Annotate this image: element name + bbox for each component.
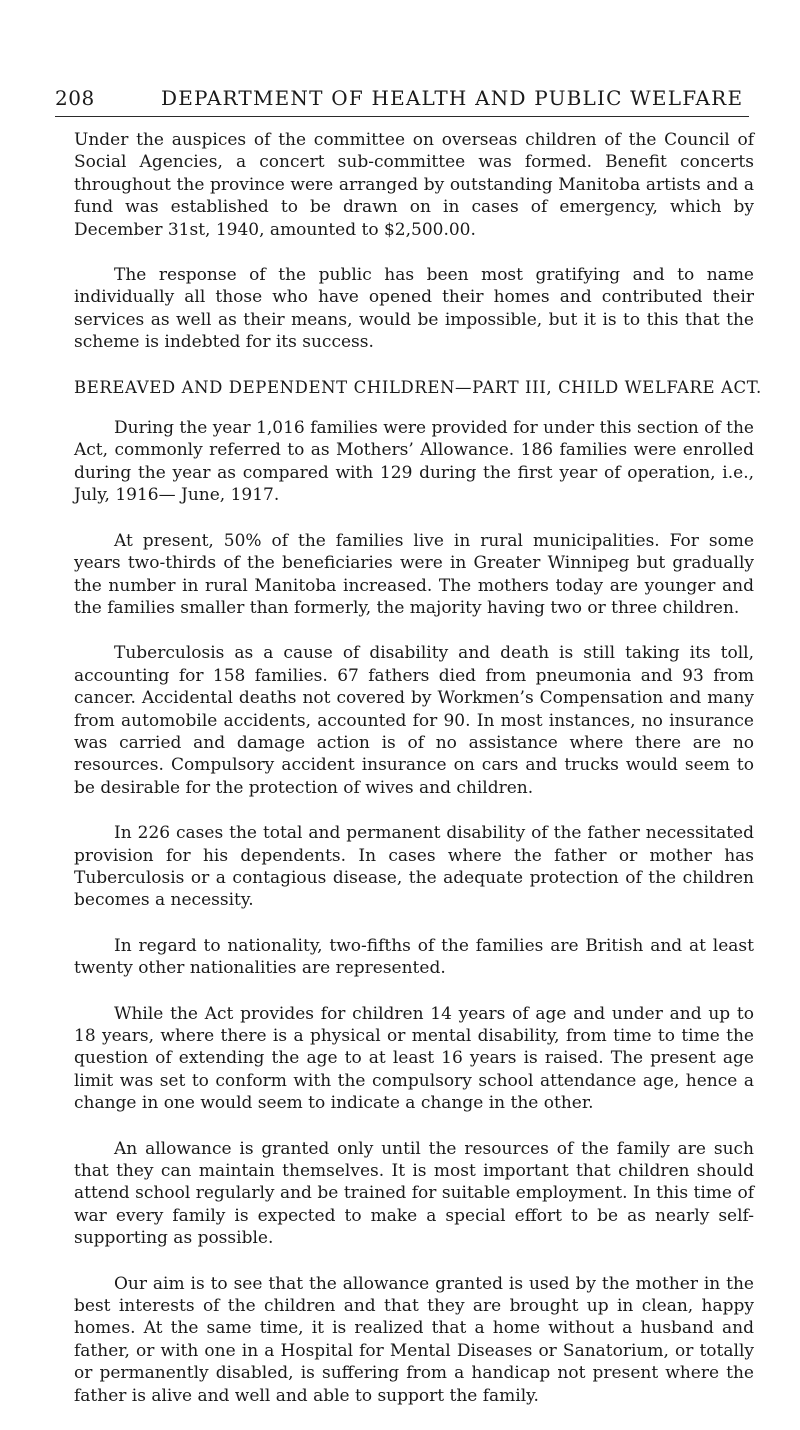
paragraph: In regard to nationality, two-fifths of the families are British and at least twenty other nationalities are represented. [74, 935, 754, 979]
paragraph: While the Act provides for children 14 years of age and under and up to 18 years, where there is a physical or mental disability, from time to time the question of extending the age to at least 16 years is raised. The present age limit was set to conform with the compulsory school attendance age, hence a change in one would seem to indicate a change in the other. [74, 1003, 754, 1114]
body-text [74, 129, 762, 1430]
paragraph: An allowance is granted only until the resources of the family are such that they can maintain themselves. It is most important that children should attend school regularly and be trained for suitable employment. In this time of war every family is expected to make a special effort to be as nearly self-supporting as possible. [74, 1138, 754, 1249]
page-number: 208 [55, 86, 95, 110]
paragraph: In 226 cases the total and permanent disability of the father necessitated provision for his dependents. In cases where the father or mother has Tuberculosis or a contagious disease, the adequate protection of the children becomes a necessity. [74, 823, 754, 911]
running-head: DEPARTMENT OF HEALTH AND PUBLIC WELFARE [161, 86, 744, 110]
page-header [55, 86, 749, 117]
paragraph: Under the auspices of the committee on overseas children of the Council of Social Agencies, a concert sub-committee was formed. Benefit concerts throughout the province were arranged by outstanding Manitoba artists and a fund was established to be drawn on in cases of emergency, which by December 31st, 1940, amounted to $2,500.00. [74, 130, 754, 240]
paragraph: Tuberculosis as a cause of disability and death is still taking its toll, accounting for 158 families. 67 fathers died from pneumonia and 93 from cancer. Accidental deaths not covered by Workmen’s Compensation and many from automobile accidents, accounted for 90. In most instances, no insurance was carried and damage action is of no assistance where there are no resources. Compulsory accident insurance on cars and trucks would seem to be desirable for the protection of wives and children. [74, 643, 754, 798]
paragraph: During the year 1,016 families were provided for under this section of the Act, commonly referred to as Mothers’ Allowance. 186 families were enrolled during the year as compared with 129 during the first year of operation, i.e., July, 1916— June, 1917. [74, 418, 754, 506]
paragraph: The response of the public has been most gratifying and to name individually all those who have opened their homes and contributed their services as well as their means, would be impossible, but it is to this that the scheme is indebted for its success. [74, 265, 754, 353]
paragraph: Our aim is to see that the allowance granted is used by the mother in the best interests of the children and that they are brought up in clean, happy homes. At the same time, it is realized that a home without a husband and father, or with one in a Hospital for Mental Diseases or Sanatorium, or totally or permanently disabled, is suffering from a handicap not present where the father is alive and well and able to support the family. [74, 1273, 754, 1406]
section-heading: BEREAVED AND DEPENDENT CHILDREN—PART III, CHILD WELFARE ACT. [74, 377, 762, 397]
paragraph: At present, 50% of the families live in rural municipalities. For some years two-thirds of the beneficiaries were in Greater Winnipeg but gradually the number in rural Manitoba increased. The mothers today are younger and the families smaller than formerly, the majority having two or three children. [74, 530, 754, 618]
